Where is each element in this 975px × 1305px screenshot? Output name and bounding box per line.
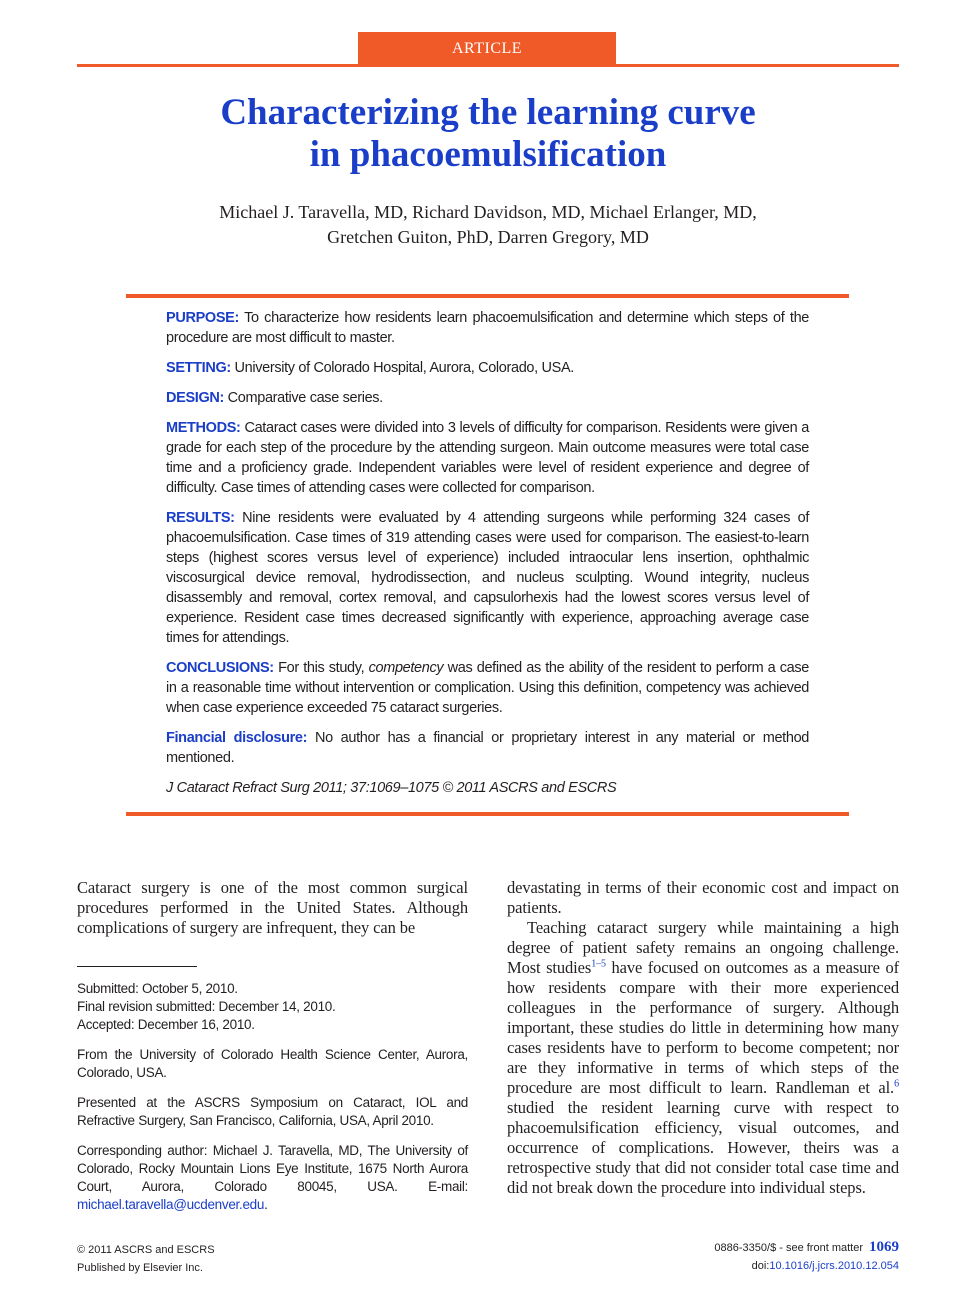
- abstract-disclosure: [166, 728, 809, 768]
- article-title: [77, 92, 899, 176]
- disclosure-text: No author has a financial or proprietary interest in any material or method mentioned.: [166, 730, 809, 766]
- abstract-conclusions: [166, 658, 809, 718]
- corresponding-end: .: [264, 1197, 268, 1212]
- disclosure-label: Financial disclosure:: [166, 730, 308, 746]
- authors-line-2: Gretchen Guiton, PhD, Darren Gregory, MD: [327, 227, 649, 247]
- issn-text: 0886-3350/$ - see front matter: [714, 1242, 863, 1254]
- body-paragraph: [507, 918, 899, 1198]
- body-text: Teaching cataract surgery while maintaining a high degree of patient safety remains an ongoing challenge. Most studies: [507, 918, 899, 977]
- abstract-design: [166, 388, 809, 408]
- publisher-notice: Published by Elsevier Inc.: [77, 1262, 203, 1274]
- abstract-results: [166, 508, 809, 648]
- body-text: have focused on outcomes as a measure of how residents compare with their more experienced colleagues in the performance of surgery. Although important, these studies do little in determining how many cases residents have to perform to become competent; nor are they informative in terms of which steps of the procedure are most difficult to learn. Randleman et al.: [507, 958, 899, 1097]
- submitted-date: Submitted: October 5, 2010.: [77, 981, 238, 996]
- title-line-2: in phacoemulsification: [309, 134, 667, 175]
- footer-left: [77, 1241, 377, 1277]
- doi-line: [560, 1257, 899, 1275]
- affiliation-note: From the University of Colorado Health Science Center, Aurora, Colorado, USA.: [77, 1047, 468, 1080]
- issn-line: [560, 1238, 899, 1257]
- setting-label: SETTING:: [166, 360, 231, 376]
- abstract: [166, 308, 809, 808]
- footnotes: [77, 980, 468, 1214]
- corresponding-author-note: [77, 1142, 468, 1214]
- abstract-setting: [166, 358, 809, 378]
- doi-link[interactable]: 10.1016/j.jcrs.2010.12.054: [769, 1260, 899, 1272]
- conclusions-text-pre: For this study,: [273, 660, 369, 676]
- accepted-date: Accepted: December 16, 2010.: [77, 1017, 255, 1032]
- corresponding-text: Corresponding author: Michael J. Taravella, MD, The University of Colorado, Rocky Mountain Lions Eye Institute, 1675 North Aurora Court, Aurora, Colorado 80045, USA. E-mail:: [77, 1143, 468, 1194]
- setting-text: University of Colorado Hospital, Aurora, Colorado, USA.: [230, 360, 574, 376]
- purpose-text: To characterize how residents learn phacoemulsification and determine which steps of the procedure are most difficult to master.: [166, 310, 809, 346]
- abstract-methods: [166, 418, 809, 498]
- article-type-tab: ARTICLE: [358, 32, 616, 64]
- revision-date: Final revision submitted: December 14, 2010.: [77, 999, 336, 1014]
- email-link[interactable]: michael.taravella@ucdenver.edu: [77, 1197, 265, 1212]
- journal-citation: J Cataract Refract Surg 2011; 37:1069–1075 © 2011 ASCRS and ESCRS: [166, 780, 617, 796]
- design-text: Comparative case series.: [223, 390, 383, 406]
- abstract-bottom-rule: [126, 812, 849, 816]
- authors-line-1: Michael J. Taravella, MD, Richard Davidson, MD, Michael Erlanger, MD,: [219, 202, 757, 222]
- conclusions-label: CONCLUSIONS:: [166, 660, 274, 676]
- abstract-top-rule: [126, 294, 849, 298]
- body-column-left: [77, 878, 468, 938]
- reference-link[interactable]: 6: [894, 1078, 899, 1090]
- page-number: 1069: [869, 1239, 899, 1255]
- footer-right: [560, 1238, 899, 1275]
- footnote-rule: [77, 966, 197, 967]
- body-column-right: [507, 878, 899, 1198]
- methods-label: METHODS:: [166, 420, 241, 436]
- design-label: DESIGN:: [166, 390, 224, 406]
- conclusions-text-post: was defined as the ability of the resident to perform a case in a reasonable time without intervention or complication. Using this definition, competency was achieved when case experience exceeded 75 cataract surgeries.: [166, 660, 809, 716]
- presented-note: Presented at the ASCRS Symposium on Cataract, IOL and Refractive Surgery, San Francisco, California, USA, April 2010.: [77, 1095, 468, 1128]
- body-paragraph: devastating in terms of their economic cost and impact on patients.: [507, 878, 899, 917]
- body-paragraph: Cataract surgery is one of the most common surgical procedures performed in the United States. Although complications of surgery are infrequent, they can be: [77, 878, 468, 937]
- title-line-1: Characterizing the learning curve: [220, 92, 756, 133]
- purpose-label: PURPOSE:: [166, 310, 239, 326]
- body-text: studied the resident learning curve with respect to phacoemulsification efficiency, visual outcomes, and occurrence of complications. However, theirs was a retrospective study that did not consider total case time and did not break down the procedure into individual steps.: [507, 1098, 899, 1197]
- abstract-purpose: [166, 308, 809, 348]
- results-label: RESULTS:: [166, 510, 235, 526]
- methods-text: Cataract cases were divided into 3 levels of difficulty for comparison. Residents were given a grade for each step of the procedure by the attending surgeon. Main outcome measures were total case time and a proficiency grade. Independent variables were level of resident experience and degree of difficulty. Case times of attending cases were collected for comparison.: [166, 420, 809, 496]
- conclusions-emphasis: competency: [368, 660, 444, 676]
- results-text: Nine residents were evaluated by 4 attending surgeons while performing 324 cases of phacoemulsification. Case times of 319 attending cases were used for comparison. The easiest-to-learn steps (highest scores versus level of experience) included intraocular lens insertion, ophthalmic viscosurgical device removal, hydrodissection, and nucleus sculpting. Wound integrity, nucleus disassembly and removal, cortex removal, and capsulorhexis had the lowest scores versus level of experience. Resident case times decreased significantly with experience, approaching average case times for attendings.: [166, 510, 809, 646]
- doi-prefix: doi:: [751, 1260, 770, 1272]
- reference-link[interactable]: 1–5: [591, 958, 606, 970]
- author-list: [77, 200, 899, 250]
- copyright-notice: © 2011 ASCRS and ESCRS: [77, 1244, 215, 1256]
- header-rule: [77, 64, 899, 67]
